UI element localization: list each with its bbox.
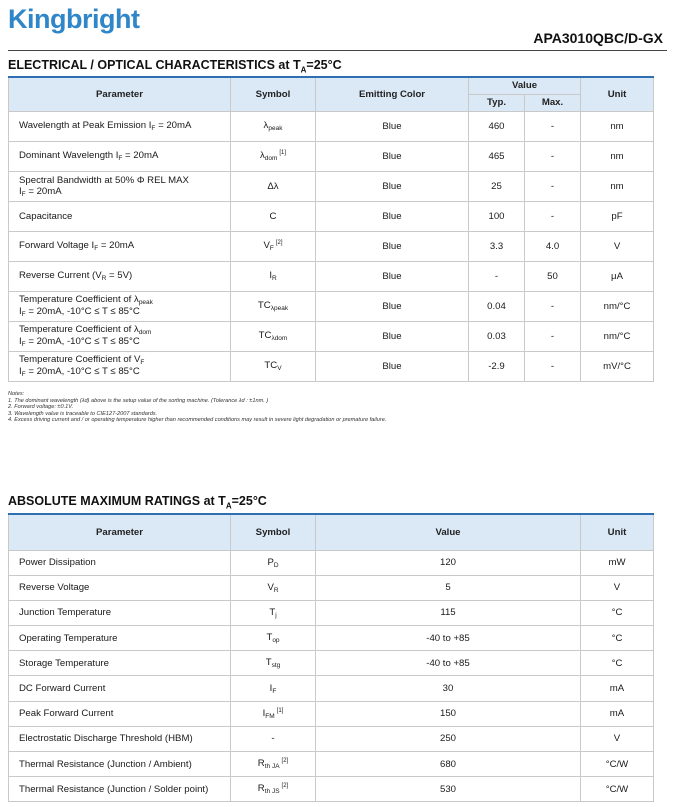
symbol-subscript: th JA	[264, 763, 280, 771]
symbol-subscript: D	[273, 561, 279, 569]
parameter-line	[19, 175, 226, 186]
unit-cell: °C	[581, 600, 654, 625]
parameter-cell	[9, 351, 231, 381]
unit-cell: V	[581, 231, 654, 261]
unit-cell: V	[581, 575, 654, 600]
parameter-cell: Reverse Voltage	[9, 575, 231, 600]
symbol-text: C	[269, 210, 277, 222]
parameter-subscript: F	[151, 125, 156, 132]
table-row	[9, 651, 654, 676]
typ-cell: 0.03	[469, 321, 525, 351]
unit-cell: μA	[581, 261, 654, 291]
header-max: Max.	[525, 94, 581, 111]
electrical-title-suffix: =25°C	[306, 58, 342, 72]
symbol-cell	[231, 777, 316, 802]
symbol-cell	[231, 752, 316, 777]
table-row	[9, 111, 654, 141]
parameter-cell	[9, 231, 231, 261]
typ-cell: -	[469, 261, 525, 291]
parameter-subscript: F	[21, 371, 26, 378]
value-cell: 5	[316, 575, 581, 600]
typ-cell: 3.3	[469, 231, 525, 261]
header-parameter: Parameter	[9, 77, 231, 111]
parameter-text-end: = 20mA, -10°C ≤ T ≤ 85°C	[25, 306, 140, 317]
symbol-subscript: R	[273, 586, 279, 594]
electrical-section-title	[8, 58, 342, 75]
symbol-cell	[231, 676, 316, 701]
parameter-subscript: F	[94, 245, 99, 252]
brand-logo: Kingbright	[8, 4, 140, 34]
value-cell: 115	[316, 600, 581, 625]
symbol-cell	[231, 321, 316, 351]
symbol-cell	[231, 291, 316, 321]
absolute-title-suffix: =25°C	[231, 494, 267, 508]
table-row	[9, 231, 654, 261]
electrical-notes	[8, 391, 648, 424]
table-row	[9, 600, 654, 625]
absolute-title-sub: A	[225, 501, 232, 511]
unit-cell: nm/°C	[581, 291, 654, 321]
max-cell: -	[525, 201, 581, 231]
unit-cell: °C	[581, 626, 654, 651]
color-cell: Blue	[316, 351, 469, 381]
parameter-line	[19, 211, 226, 222]
symbol-subscript: stg	[271, 662, 281, 670]
parameter-text-end: = 20mA	[122, 150, 159, 161]
header-typ: Typ.	[469, 94, 525, 111]
max-cell: -	[525, 291, 581, 321]
symbol-subscript: op	[272, 637, 280, 645]
symbol-text: T	[269, 606, 276, 618]
parameter-subscript: R	[101, 275, 107, 282]
symbol-text: TC	[264, 360, 278, 371]
parameter-cell	[9, 201, 231, 231]
abs-header-unit: Unit	[581, 514, 654, 550]
table-row	[9, 626, 654, 651]
symbol-text: T	[266, 632, 273, 644]
parameter-line	[19, 294, 226, 306]
note-line: 3. Wavelength value is traceable to CIE127-2007 standards.	[8, 410, 158, 417]
max-cell: -	[525, 171, 581, 201]
parameter-subscript: F	[21, 190, 26, 198]
symbol-cell	[231, 600, 316, 625]
unit-cell: mV/°C	[581, 351, 654, 381]
parameter-line	[19, 366, 226, 378]
parameter-subscript: F	[21, 341, 26, 348]
table-row	[9, 261, 654, 291]
parameter-text: Reverse Current (V	[19, 270, 102, 281]
parameter-text: Dominant Wavelength I	[19, 150, 119, 161]
symbol-text: λ	[263, 120, 269, 131]
parameter-subscript: dom	[138, 329, 152, 336]
parameter-text-end: = 20mA	[155, 120, 192, 131]
color-cell: Blue	[316, 201, 469, 231]
parameter-text-end: = 5V)	[106, 270, 133, 281]
symbol-subscript: V	[277, 365, 282, 372]
symbol-subscript: R	[271, 275, 277, 282]
absolute-table	[8, 513, 654, 802]
typ-cell: 460	[469, 111, 525, 141]
parameter-cell	[9, 141, 231, 171]
parameter-cell: DC Forward Current	[9, 676, 231, 701]
symbol-subscript: F	[269, 245, 274, 252]
max-cell: 50	[525, 261, 581, 291]
typ-cell: 465	[469, 141, 525, 171]
max-cell: -	[525, 321, 581, 351]
absolute-section-title	[8, 494, 267, 511]
parameter-line	[19, 240, 226, 252]
symbol-subscript: λdom	[271, 335, 288, 342]
parameter-cell: Thermal Resistance (Junction / Ambient)	[9, 752, 231, 777]
abs-header-symbol: Symbol	[231, 514, 316, 550]
unit-cell: °C/W	[581, 752, 654, 777]
unit-cell: mA	[581, 701, 654, 726]
parameter-text: I	[19, 185, 22, 197]
parameter-cell: Peak Forward Current	[9, 701, 231, 726]
parameter-text: I	[19, 336, 22, 347]
parameter-text-end: = 20mA	[25, 185, 62, 197]
header-unit: Unit	[581, 77, 654, 111]
max-cell: -	[525, 141, 581, 171]
symbol-cell	[231, 550, 316, 575]
value-cell: 530	[316, 777, 581, 802]
symbol-text: -	[271, 733, 275, 745]
table-row	[9, 141, 654, 171]
parameter-cell: Operating Temperature	[9, 626, 231, 651]
unit-cell: nm	[581, 111, 654, 141]
parameter-text: Wavelength at Peak Emission I	[19, 120, 152, 131]
color-cell: Blue	[316, 291, 469, 321]
note-line: 2. Forward voltage: ±0.1V.	[8, 404, 74, 411]
parameter-line	[19, 324, 226, 336]
symbol-subscript: th JS	[264, 788, 280, 796]
table-row	[9, 752, 654, 777]
table-row	[9, 726, 654, 751]
parameter-line	[19, 306, 226, 318]
symbol-text: I	[262, 707, 266, 719]
symbol-subscript: FM	[265, 712, 275, 720]
value-cell: -40 to +85	[316, 651, 581, 676]
table-row	[9, 701, 654, 726]
parameter-text: I	[19, 306, 22, 317]
symbol-text: Δλ	[267, 180, 279, 192]
symbol-note: [1]	[276, 707, 284, 714]
symbol-cell	[231, 111, 316, 141]
table-row	[9, 777, 654, 802]
parameter-subscript: F	[21, 311, 26, 318]
symbol-text: R	[257, 783, 265, 795]
typ-cell: 100	[469, 201, 525, 231]
abs-header-parameter: Parameter	[9, 514, 231, 550]
value-cell: 30	[316, 676, 581, 701]
parameter-text-end: = 20mA, -10°C ≤ T ≤ 85°C	[25, 366, 140, 377]
symbol-cell	[231, 575, 316, 600]
table-row	[9, 171, 654, 201]
parameter-text: I	[19, 366, 22, 377]
color-cell: Blue	[316, 141, 469, 171]
table-row	[9, 321, 654, 351]
unit-cell: nm	[581, 141, 654, 171]
symbol-cell	[231, 231, 316, 261]
symbol-cell	[231, 261, 316, 291]
parameter-cell: Storage Temperature	[9, 651, 231, 676]
symbol-subscript: λpeak	[270, 305, 289, 312]
header-symbol: Symbol	[231, 77, 316, 111]
parameter-text: Forward Voltage I	[19, 240, 95, 251]
parameter-subscript: F	[118, 155, 123, 162]
parameter-cell	[9, 111, 231, 141]
unit-cell: V	[581, 726, 654, 751]
parameter-text: Spectral Bandwidth at 50% Φ REL MAX	[19, 174, 189, 186]
unit-cell: mA	[581, 676, 654, 701]
symbol-text: λ	[259, 150, 265, 161]
part-number: APA3010QBC/D-GX	[533, 30, 663, 46]
table-row	[9, 351, 654, 381]
symbol-text: T	[265, 657, 272, 669]
symbol-text: TC	[258, 330, 272, 341]
parameter-subscript: peak	[138, 299, 153, 306]
header-rule	[8, 50, 667, 51]
typ-cell: -2.9	[469, 351, 525, 381]
table-row	[9, 676, 654, 701]
color-cell: Blue	[316, 111, 469, 141]
value-cell: 150	[316, 701, 581, 726]
abs-header-value: Value	[316, 514, 581, 550]
unit-cell: °C/W	[581, 777, 654, 802]
symbol-text: TC	[257, 300, 271, 311]
symbol-cell	[231, 171, 316, 201]
parameter-cell	[9, 261, 231, 291]
symbol-text: P	[267, 556, 274, 568]
parameter-line	[19, 186, 226, 198]
unit-cell: nm	[581, 171, 654, 201]
parameter-text-end: = 20mA	[98, 240, 135, 251]
parameter-text: Temperature Coefficient of V	[19, 354, 141, 365]
parameter-cell	[9, 321, 231, 351]
parameter-cell: Power Dissipation	[9, 550, 231, 575]
symbol-subscript: j	[275, 611, 277, 619]
table-row	[9, 550, 654, 575]
absolute-title-text: ABSOLUTE MAXIMUM RATINGS at T	[8, 494, 226, 508]
table-row	[9, 575, 654, 600]
symbol-text: V	[263, 240, 270, 251]
symbol-note: [2]	[281, 783, 289, 790]
parameter-cell: Thermal Resistance (Junction / Solder point)	[9, 777, 231, 802]
note-line: 4. Excess driving current and / or operating temperature higher than recommended conditions may result in severe light degradation or premature failure.	[8, 417, 387, 424]
parameter-cell	[9, 291, 231, 321]
table-row	[9, 291, 654, 321]
value-cell: -40 to +85	[316, 626, 581, 651]
electrical-title-text: ELECTRICAL / OPTICAL CHARACTERISTICS at T	[8, 58, 301, 72]
unit-cell: nm/°C	[581, 321, 654, 351]
symbol-subscript: dom	[264, 155, 278, 162]
value-cell: 120	[316, 550, 581, 575]
symbol-cell	[231, 726, 316, 751]
typ-cell: 0.04	[469, 291, 525, 321]
parameter-cell: Electrostatic Discharge Threshold (HBM)	[9, 726, 231, 751]
parameter-line	[19, 270, 226, 282]
parameter-cell	[9, 171, 231, 201]
color-cell: Blue	[316, 171, 469, 201]
parameter-line	[19, 336, 226, 348]
unit-cell: mW	[581, 550, 654, 575]
symbol-cell	[231, 626, 316, 651]
symbol-cell	[231, 651, 316, 676]
symbol-note: [2]	[275, 240, 283, 246]
typ-cell: 25	[469, 171, 525, 201]
header-value: Value	[469, 77, 581, 94]
parameter-text: Capacitance	[19, 210, 73, 222]
parameter-line	[19, 354, 226, 366]
max-cell: -	[525, 351, 581, 381]
electrical-table	[8, 76, 654, 382]
parameter-line	[19, 150, 226, 162]
symbol-note: [2]	[281, 758, 289, 765]
symbol-text: I	[269, 270, 272, 281]
symbol-cell	[231, 351, 316, 381]
value-cell: 250	[316, 726, 581, 751]
value-cell: 680	[316, 752, 581, 777]
color-cell: Blue	[316, 321, 469, 351]
parameter-text: Temperature Coefficient of λ	[19, 324, 139, 335]
color-cell: Blue	[316, 261, 469, 291]
table-row	[9, 201, 654, 231]
unit-cell: °C	[581, 651, 654, 676]
symbol-cell	[231, 701, 316, 726]
parameter-text-end: = 20mA, -10°C ≤ T ≤ 85°C	[25, 336, 140, 347]
symbol-text: V	[267, 581, 274, 593]
symbol-subscript: peak	[268, 125, 283, 132]
color-cell: Blue	[316, 231, 469, 261]
note-line: 1. The dominant wavelength (λd) above is the setup value of the sorting machine. (Tolerance λd : ±1nm. )	[8, 397, 269, 404]
symbol-cell	[231, 201, 316, 231]
parameter-line	[19, 120, 226, 132]
symbol-note: [1]	[279, 150, 287, 156]
max-cell: 4.0	[525, 231, 581, 261]
electrical-title-sub: A	[300, 65, 307, 75]
symbol-subscript: F	[272, 687, 277, 695]
symbol-text: R	[257, 758, 265, 770]
header-emitting-color: Emitting Color	[316, 77, 469, 111]
symbol-text: I	[269, 682, 273, 694]
parameter-text: Temperature Coefficient of λ	[19, 294, 139, 305]
unit-cell: pF	[581, 201, 654, 231]
parameter-subscript: F	[140, 359, 145, 366]
symbol-cell	[231, 141, 316, 171]
note-line: Notes:	[8, 391, 25, 397]
max-cell: -	[525, 111, 581, 141]
parameter-cell: Junction Temperature	[9, 600, 231, 625]
